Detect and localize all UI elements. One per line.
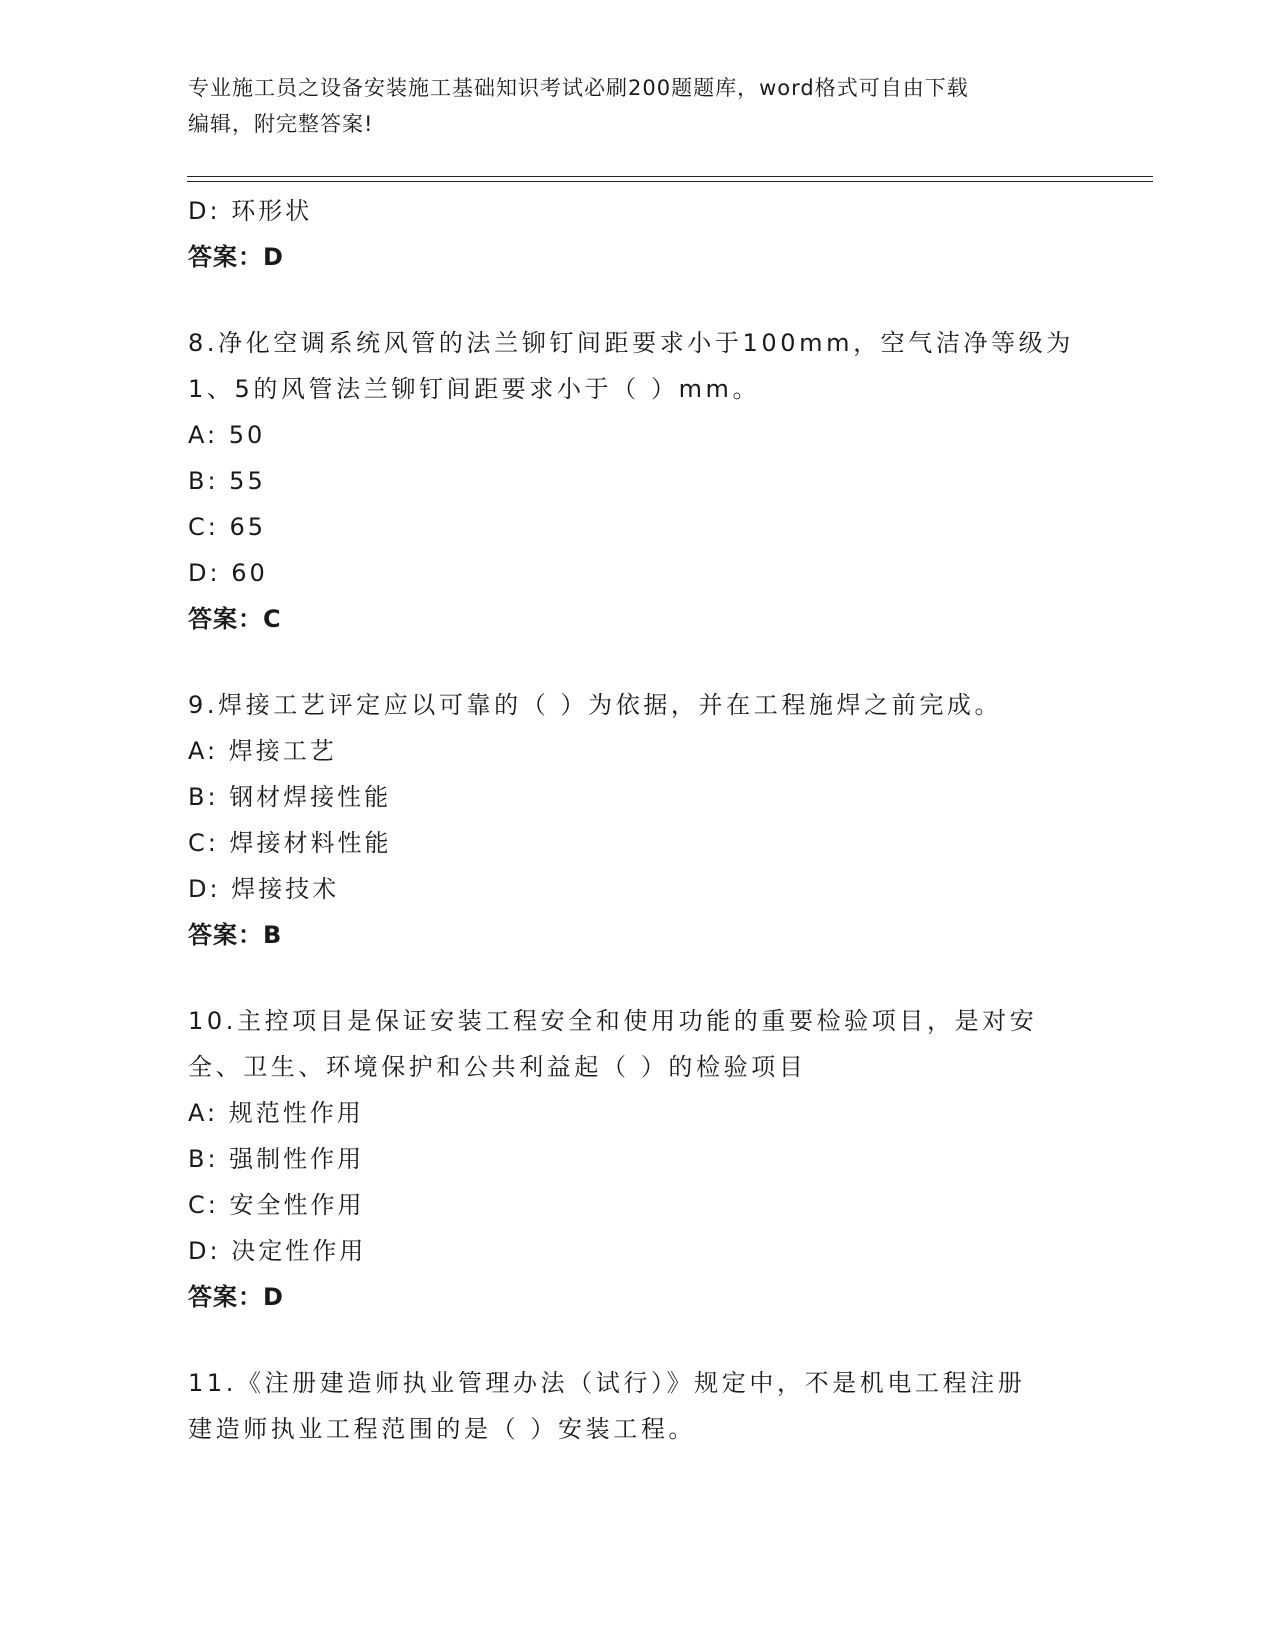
answer: 答案：B — [188, 921, 283, 949]
option-c: C: 安全性作用 — [188, 1191, 365, 1219]
option-a: A: 规范性作用 — [188, 1099, 364, 1127]
option-b: B: 强制性作用 — [188, 1145, 365, 1173]
question-text: 建造师执业工程范围的是（ ）安装工程。 — [188, 1415, 697, 1443]
header-title-line-2: 编辑，附完整答案! — [188, 112, 374, 136]
answer: 答案：C — [188, 605, 282, 633]
question-text: 11.《注册建造师执业管理办法（试行）》规定中，不是机电工程注册 — [188, 1369, 1026, 1397]
question-text: 全、卫生、环境保护和公共利益起（ ）的检验项目 — [188, 1053, 807, 1081]
answer: 答案：D — [188, 243, 284, 271]
question-content — [188, 188, 1088, 1452]
answer: 答案：D — [188, 1283, 284, 1311]
question-text: 9.焊接工艺评定应以可靠的（ ）为依据，并在工程施焊之前完成。 — [188, 691, 1003, 719]
option-d: D: 决定性作用 — [188, 1237, 367, 1265]
header-divider-bottom — [187, 181, 1153, 182]
question-11 — [188, 1360, 1088, 1452]
question-text: 8.净化空调系统风管的法兰铆钉间距要求小于100mm，空气洁净等级为 — [188, 329, 1074, 357]
option-d: D: 环形状 — [188, 197, 313, 225]
question-text: 1、5的风管法兰铆钉间距要求小于（ ）mm。 — [188, 375, 761, 403]
header-title-line-1: 专业施工员之设备安装施工基础知识考试必刷200题题库，word格式可自由下载 — [188, 76, 969, 100]
option-c: C: 焊接材料性能 — [188, 829, 392, 857]
question-10 — [188, 998, 1088, 1320]
document-header — [188, 70, 1068, 142]
option-b: B: 钢材焊接性能 — [188, 783, 392, 811]
option-b: B: 55 — [188, 467, 266, 495]
question-9 — [188, 682, 1088, 958]
option-d: D: 焊接技术 — [188, 875, 340, 903]
option-a: A: 焊接工艺 — [188, 737, 337, 765]
option-a: A: 50 — [188, 421, 266, 449]
question-text: 10.主控项目是保证安装工程安全和使用功能的重要检验项目，是对安 — [188, 1007, 1038, 1035]
header-divider-top — [187, 176, 1153, 177]
question-8 — [188, 320, 1088, 642]
option-d: D: 60 — [188, 559, 268, 587]
option-c: C: 65 — [188, 513, 267, 541]
question-7-tail — [188, 188, 1088, 280]
